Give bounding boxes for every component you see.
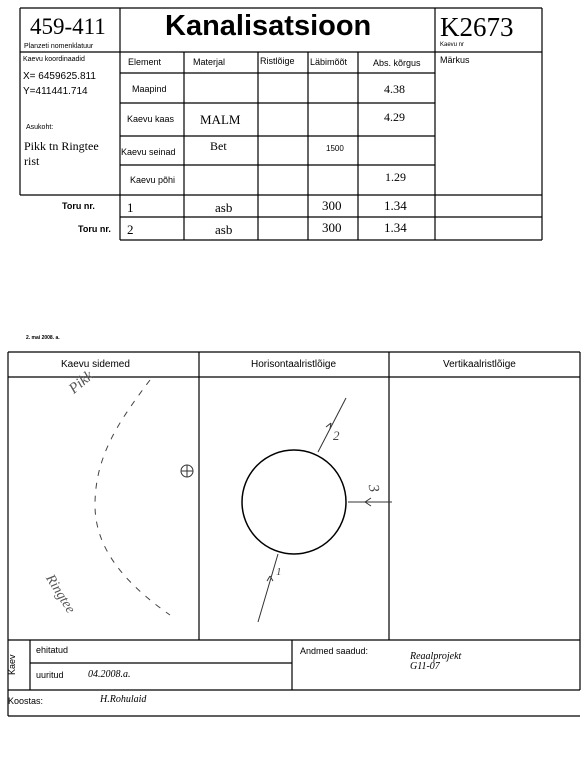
street-label-pikk: Pikk xyxy=(66,367,97,398)
sheet-caption: Planzeti nomenklatuur xyxy=(24,43,94,50)
row-element: Maapind xyxy=(132,84,167,94)
date-stamp: 2. mai 2008. a. xyxy=(26,335,60,341)
coord-caption: Kaevu koordinaadid xyxy=(23,56,85,63)
pipe-material: asb xyxy=(215,200,233,215)
koostas-label: Koostas: xyxy=(8,696,44,706)
row-element: Kaevu põhi xyxy=(130,175,176,185)
pipe-height: 1.34 xyxy=(384,198,407,213)
col-header-sidemed: Kaevu sidemed xyxy=(61,359,130,370)
row-material: MALM xyxy=(200,112,241,127)
row-height: 1.29 xyxy=(385,170,406,184)
col-header-height: Abs. kõrgus xyxy=(373,58,421,68)
coord-y: Y=411441.714 xyxy=(23,86,88,97)
street-curve xyxy=(95,380,170,615)
pipe-diameter: 300 xyxy=(322,198,342,213)
pipe-nr: 2 xyxy=(127,222,134,237)
pipe-1-line xyxy=(258,554,278,622)
pipe-label: Toru nr. xyxy=(78,224,111,234)
location-caption: Asukoht: xyxy=(26,124,54,131)
pipe-diameter: 300 xyxy=(322,220,342,235)
location-line1: Pikk tn Ringtee xyxy=(24,139,99,153)
author: H.Rohulaid xyxy=(100,694,147,705)
coord-x: X= 6459625.811 xyxy=(23,71,96,82)
pipe-material: asb xyxy=(215,222,233,237)
well-circle xyxy=(242,450,346,554)
location-line2: rist xyxy=(24,154,40,168)
col-header-element: Element xyxy=(128,57,162,67)
col-header-diameter: Läbimõõt xyxy=(310,57,348,67)
pipe-label-3: 3 xyxy=(364,483,382,494)
kaev-label: Kaev xyxy=(7,654,17,675)
pipe-nr: 1 xyxy=(127,200,134,215)
ehitatud-label: ehitatud xyxy=(36,645,69,655)
pipe-3-line xyxy=(348,498,392,506)
row-diameter: 1500 xyxy=(326,144,344,153)
row-height: 4.29 xyxy=(384,110,405,124)
andmed-label: Andmed saadud: xyxy=(300,646,369,656)
row-element: Kaevu kaas xyxy=(127,114,175,124)
pipe-label-2: 2 xyxy=(333,428,340,443)
well-number: K2673 xyxy=(440,12,514,42)
source-line2: G11-07 xyxy=(410,661,440,672)
source-line1: Reaalprojekt xyxy=(410,651,462,662)
col-header-vertical: Vertikaalristlõige xyxy=(443,359,516,370)
pipe-height: 1.34 xyxy=(384,220,407,235)
col-header-section: Ristlõige xyxy=(260,56,295,66)
row-material: Bet xyxy=(210,139,227,153)
sheet-number: 459-411 xyxy=(30,14,106,39)
street-label-ringtee: Ringtee xyxy=(42,572,78,617)
pipe-label: Toru nr. xyxy=(62,201,95,211)
uuritud-date: 04.2008.a. xyxy=(88,669,131,680)
row-height: 4.38 xyxy=(384,82,405,96)
col-header-notes: Märkus xyxy=(440,55,470,65)
well-symbol-icon xyxy=(181,465,193,477)
page-title: Kanalisatsioon xyxy=(165,10,372,42)
uuritud-label: uuritud xyxy=(36,670,64,680)
pipe-label-1: 1 xyxy=(276,566,282,578)
col-header-material: Materjal xyxy=(193,57,226,67)
pipe-2-line xyxy=(318,398,346,452)
col-header-horizontal: Horisontaalristlõige xyxy=(251,359,337,370)
well-caption: Kaevu nr xyxy=(440,42,465,48)
row-element: Kaevu seinad xyxy=(121,147,176,157)
